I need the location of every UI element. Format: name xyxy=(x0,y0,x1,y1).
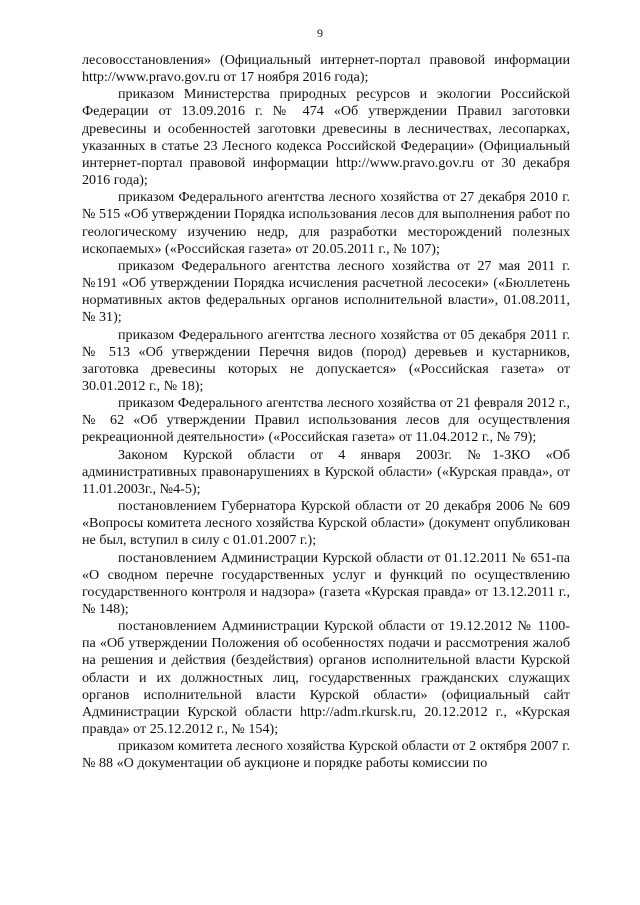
paragraph-resolution-651: постановлением Администрации Курской области от 01.12.2011 № 651-па «О сводном перечне государственных услуг и функций по осуществлению государственного контроля и надзора» (газета «Курская правда» от 13.12.2011 г., № 148); xyxy=(82,549,570,617)
paragraph-law-1-zko: Законом Курской области от 4 января 2003г. №1-ЗКО «Об административных правонарушениях в Курской области» («Курская правда», от 11.01.2003г., №4-5); xyxy=(82,446,570,497)
paragraph-order-62: приказом Федерального агентства лесного хозяйства от 21 февраля 2012 г., № 62 «Об утверждении Правил использования лесов для осуществления рекреационной деятельности» («Российская газета» от 11.04.2012 г., № 79); xyxy=(82,395,570,446)
paragraph-order-515: приказом Федерального агентства лесного хозяйства от 27 декабря 2010 г. № 515 «Об утверждении Порядка использования лесов для выполнения работ по геологическому изучению недр, для разработки месторождений полезных ископаемых» («Российская газета» от 20.05.2011 г., № 107); xyxy=(82,189,570,257)
paragraph-order-191: приказом Федерального агентства лесного хозяйства от 27 мая 2011 г. №191 «Об утверждении Порядка исчисления расчетной лесосеки» («Бюллетень нормативных актов федеральных органов исполнительной власти», 01.08.2011, № 31); xyxy=(82,257,570,326)
paragraph-order-88: приказом комитета лесного хозяйства Курской области от 2 октября 2007 г. № 88 «О документации об аукционе и порядке работы комиссии по xyxy=(82,738,570,772)
paragraph-continuation: лесовосстановления» (Официальный интернет-портал правовой информации http://www.pravo.gov.ru от 17 ноября 2016 года); xyxy=(82,52,570,86)
document-body xyxy=(82,52,570,773)
paragraph-decree-609: постановлением Губернатора Курской области от 20 декабря 2006 № 609 «Вопросы комитета лесного хозяйства Курской области» (документ опубликован не был, вступил в силу с 01.01.2007 г.); xyxy=(82,498,570,549)
paragraph-resolution-1100: постановлением Администрации Курской области от 19.12.2012 № 1100-па «Об утверждении Положения об особенностях подачи и рассмотрения жалоб на решения и действия (бездействия) органов исполнительной власти Курской области и их должностных лиц, государственных гражданских служащих органов исполнительной власти Курской области» (официальный сайт Администрации Курской области http://adm.rkursk.ru, 20.12.2012 г., «Курская правда» от 25.12.2012 г., № 154); xyxy=(82,618,570,738)
paragraph-order-474: приказом Министерства природных ресурсов и экологии Российской Федерации от 13.09.2016 г. № 474 «Об утверждении Правил заготовки древесины и особенностей заготовки древесины в лесничествах, лесопарках, указанных в статье 23 Лесного кодекса Российской Федерации» (Официальный интернет-портал правовой информации http://www.pravo.gov.ru от 30 декабря 2016 года); xyxy=(82,86,570,189)
paragraph-order-513: приказом Федерального агентства лесного хозяйства от 05 декабря 2011 г. № 513 «Об утверждении Перечня видов (пород) деревьев и кустарников, заготовка древесины которых не допускается» («Российская газета» от 30.01.2012 г., № 18); xyxy=(82,326,570,394)
page-number: 9 xyxy=(317,26,323,40)
